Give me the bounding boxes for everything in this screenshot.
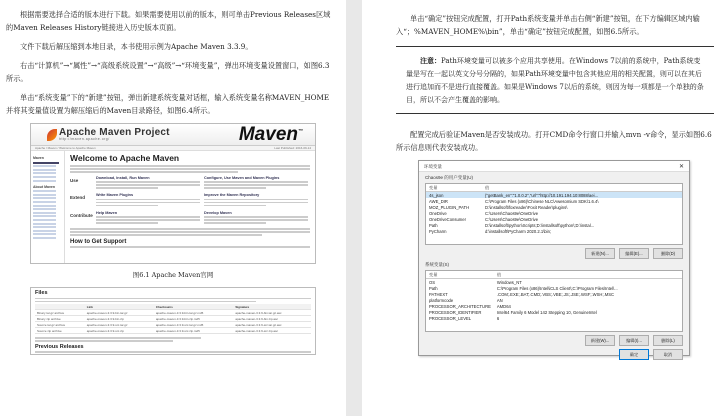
paragraph: 文件下载后解压缩到本地目录，本书使用示例为Apache Maven 3.3.9。 [20,42,253,51]
system-variables-label: 系统变量(S) [425,262,449,267]
paragraph: 单击“确定”按钮完成配置，打开Path系统变量并单击右侧“新建”按钮，在下方编辑区域内输入“；%MAVEN_HOME%\bin”，单击“确定”按钮完成配置，如图6.5所示。 [396,14,700,36]
variable-value: 6 [496,315,500,321]
maven-breadcrumb: Apache / Maven / Welcome to Apache Maven Last Published: 2016-09-14 [31,146,315,151]
variable-value: AMD64 [496,303,511,309]
user-variables-label: Chaos9e 的用户变量(U) [425,175,474,180]
variable-value: AN [496,297,503,303]
table-row[interactable] [426,228,682,234]
delete-system-variable-button[interactable]: 删除(L) [653,335,683,346]
table-row[interactable] [426,315,682,321]
variable-value: C:\Program Files (x86)\Chinese NLC\Awesomium SDK\1.6.4\ [485,198,599,204]
variable-value: Windows_NT [496,279,522,285]
variable-name: OS [429,279,436,285]
edit-user-variable-button[interactable]: 编辑(E)... [619,248,649,259]
variable-value: C:\Program Files (x86)\Intel\iCLS Client\;C:\Program Files\Intel\... [496,285,618,291]
variable-value: Intel64 Family 6 Model 142 Stepping 10, GenuineIntel [496,309,597,315]
variable-name: OneDrive [429,210,447,216]
page-title: Welcome to Apache Maven [70,153,180,163]
download-table: Link Checksums Signature Binary tar.gz archive apache-maven-3.3.9-bin.tar.gz apache-maven-3.3.9-bin.tar.gz.md5 apache-maven-3.3.9-bin.tar.gz.asc Binary zip archive apache-maven-3.3.9-bin.zip apache-maven-3.3.9-bin.zip.md5 apache-maven-3.3.9-bin.zip.asc Source tar.gz archive apache-maven-3.3.9-src.tar.gz apache-maven-3.3.9-src.tar.gz.md5 apache-maven-3.3.9-src.tar.gz.asc Source zip archive apache-maven-3.3.9-src.zip apache-maven-3.3.9-src.zip.md5 apache-maven-3.3.9-src.zip.asc [35,304,311,334]
close-icon[interactable]: ✕ [678,164,684,170]
variable-name: 4s_json [426,192,482,199]
figure-caption: 图6.1 Apache Maven官网 [132,271,214,279]
variable-name: MOZ_PLUGIN_PATH [429,204,470,210]
variable-name: platformcode [429,297,454,303]
maven-header [31,124,315,146]
variable-value: D:\installsoft\foxreader\Foxit Reader\plugins\ [485,204,568,210]
variable-name: Path [429,222,438,228]
new-user-variable-button[interactable]: 新建(N)... [585,248,615,259]
variable-name: AWE_DIR [429,198,448,204]
variable-name: PATHEXT [429,291,448,297]
user-variables-table[interactable]: 变量 值 4s_json {"getBank_en":"1.0.0.2","url":"http://10.191.194.10:8088/aei... AWE_DIR C:\Program Files (x86)\Chinese NLC\Awesomium SDK\1.6.4\ MOZ_PLUGIN_PATH D:\installsoft\foxreader\Foxit Reader\plugins\ OneDrive C:\Users\Chaos9e\OneDrive OneDriveConsumer C:\Users\Chaos9e\OneDrive Path D:\installsoft\python\Scripts;D:\installsoft\python\;D:\instal... PyCharm d:\installsoft\PyCharm 2020.2.1\bin; [425,183,683,245]
paragraph: 右击“计算机”→“属性”→“高级系统设置”→“高级”→“环境变量”，弹出环境变量设置窗口，如图6.3所示。 [6,61,330,83]
cancel-button[interactable]: 取消 [653,349,683,360]
variable-name: PROCESSOR_ARCHITECTURE [429,303,491,309]
left-page [0,0,346,416]
apache-maven-logo: Apache Maven Project http://maven.apache.org/ [59,127,170,141]
variable-name: Path [429,285,438,291]
variable-name: OneDriveConsumer [429,216,467,222]
maven-homepage-screenshot: Apache Maven Project http://maven.apache.org/ Maven™ Apache / Maven / Welcome to Apache Maven Last Published: 2016-09-14 Maven About Maven Welcome to Apache Maven Use Download, Install, Run Maven Configure, Use Maven and Maven Plugins Extend Write Maven Plugins Improve the Maven Repository Contribute Help Maven Develop Maven How to Get Support [30,123,316,264]
paragraph: 配置完成后验证Maven是否安装成功。打开CMD命令行窗口并输入mvn -v命令，显示如图6.6所示信息则代表安装成功。 [396,130,712,152]
apache-feather-icon [47,129,57,141]
paragraph: 单击“系统变量”下的“新建”按钮，弹出新建系统变量对话框，输入系统变量名称MAVEN_HOME并将其变量值设置为解压缩后的Maven目录路径，如图6.4所示。 [6,93,330,115]
maven-download-screenshot: Files Link Checksums Signature Binary tar.gz archive apache-maven-3.3.9-bin.tar.gz apache-maven-3.3.9-bin.tar.gz.md5 apache-maven-3.3.9-bin.tar.gz.asc Binary zip archive apache-maven-3.3.9-bin.zip apache-maven-3.3.9-bin.zip.md5 apache-maven-3.3.9-bin.zip.asc Source tar.gz archive apache-maven-3.3.9-src.tar.gz apache-maven-3.3.9-src.tar.gz.md5 apache-maven-3.3.9-src.tar.gz.asc Source zip archive apache-maven-3.3.9-src.zip apache-maven-3.3.9-src.zip.md5 apache-maven-3.3.9-src.zip.asc Previous Releases [30,287,316,355]
variable-value: d:\installsoft\PyCharm 2020.2.1\bin; [485,228,552,234]
variable-name: PyCharm [429,228,447,234]
maven-sidebar: Maven About Maven [31,151,65,263]
variable-value: C:\Users\Chaos9e\OneDrive [485,210,539,216]
note-box [396,46,714,114]
note-text: Path环境变量可以被多个应用共享使用。在Windows 7以前的系统中，Path系统变量是写在一起以英文分号分隔的，如果Path环境变量中包含其他应用的相关配置，则可以在其后进行追加而不是进行直接覆盖。如果是Windows 7以后的系统，则因为每一项都是一个单独的条目，所以不会产生覆盖的影响。 [406,57,704,104]
paragraph: 根据需要选择合适的版本进行下载。如果需要使用以前的版本，则可单击Previous Releases区域的Maven Releases History链接进入历史版本页面。 [6,10,331,32]
dialog-title-bar: 环境变量 ✕ [419,161,689,172]
variable-value: .COM;.EXE;.BAT;.CMD;.VBS;.VBE;.JS;.JSE;.WSF;.WSH;.MSC [496,291,615,297]
ok-button[interactable]: 确定 [619,349,649,360]
right-page [362,0,720,416]
edit-system-variable-button[interactable]: 编辑(I)... [619,335,649,346]
system-variables-table[interactable]: 变量 值 OS Windows_NT Path C:\Program Files (x86)\Intel\iCLS Client\;C:\Program Files\Intel\... PATHEXT .COM;.EXE;.BAT;.CMD;.VBS;.VBE;.JS;.JSE;.WSF;.WSH;.MSC platformcode AN PROCESSOR_ARCHITECTURE AMD64 PROCESSOR_IDENTIFIER Intel64 Family 6 Model 142 Stepping 10, GenuineIntel PROCESSOR_LEVEL 6 [425,270,683,332]
variable-value: {"getBank_en":"1.0.0.2","url":"http://10.191.194.10:8088/aei... [482,192,682,199]
delete-user-variable-button[interactable]: 删除(D) [653,248,683,259]
variable-name: PROCESSOR_IDENTIFIER [429,309,482,315]
variable-value: D:\installsoft\python\Scripts;D:\installsoft\python\;D:\instal... [485,222,595,228]
new-system-variable-button[interactable]: 新建(W)... [585,335,615,346]
note-label: 注意： [420,56,441,65]
maven-logo: Maven™ [238,124,303,145]
variable-name: PROCESSOR_LEVEL [429,315,472,321]
variable-value: C:\Users\Chaos9e\OneDrive [485,216,539,222]
environment-variables-dialog [418,160,690,356]
